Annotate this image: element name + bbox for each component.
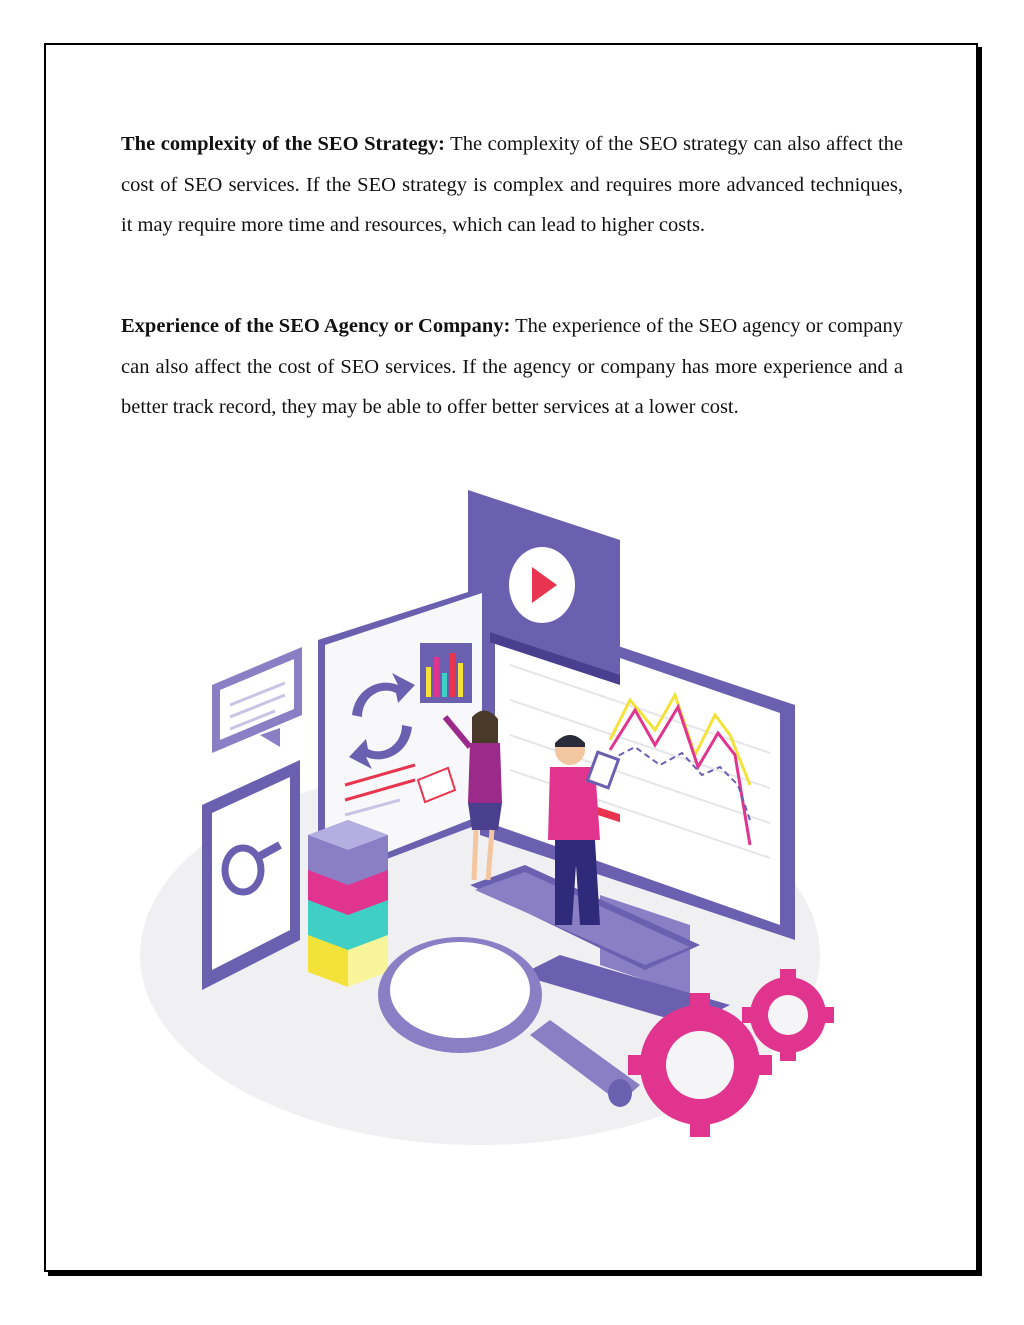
block-stack — [308, 820, 388, 987]
mini-bar-chart — [420, 643, 472, 703]
paragraph-body: The experience of the SEO agency or company can also affect the cost of SEO services. If the agency or company has more experience and a better track record, they may be able to offer better services at a lower cost. — [121, 315, 903, 418]
paragraph-seo-complexity — [121, 124, 903, 246]
paragraph-agency-experience — [121, 306, 903, 428]
chat-bubble-icon — [212, 647, 302, 753]
seo-illustration — [130, 485, 850, 1165]
paragraph-body: The complexity of the SEO strategy can also affect the cost of SEO services. If the SEO strategy is complex and requires more advanced techniques, it may require more time and resources, which can lead to higher costs. — [121, 133, 903, 236]
paragraph-heading: Experience of the SEO Agency or Company: — [121, 315, 511, 337]
paragraph-heading: The complexity of the SEO Strategy: — [121, 133, 445, 155]
